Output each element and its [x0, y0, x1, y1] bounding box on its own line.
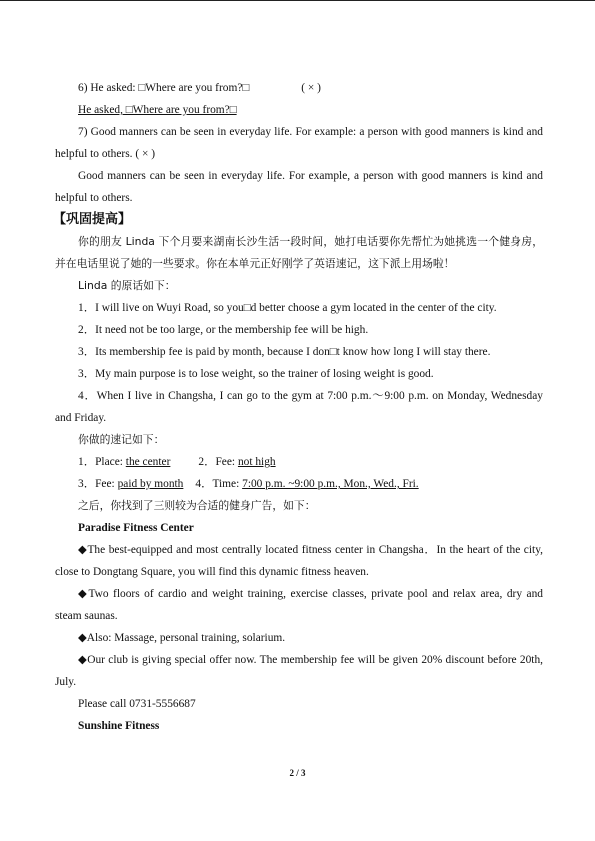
note-4-label: 4．Time:	[195, 478, 240, 490]
ad1-point-2: ◆Two floors of cardio and weight training, exercise classes, private pool and relax area, dry and steam saunas.	[55, 588, 543, 622]
section-title: 【巩固提高】	[53, 212, 132, 227]
linda-label-text: Linda 的原话如下：	[78, 279, 176, 292]
ad1-point-1: ◆The best-equipped and most centrally located fitness center in Changsha．In the heart of the city, close to Dongtang Square, you will find this dynamic fitness heaven.	[55, 544, 543, 578]
note-2-value: not high	[237, 456, 276, 468]
ad1-point-3: ◆Also: Massage, personal training, solarium.	[78, 632, 286, 644]
note-3-value: paid by month	[117, 478, 184, 490]
sentence-7: 7) Good manners can be seen in everyday life. For example: a person with good manners is kind and helpful to others. ( × )	[55, 126, 543, 160]
intro-paragraph: 你的朋友 Linda 下个月要来湖南长沙生活一段时间，她打电话要你先帮忙为她挑选一个健身房，并在电话里说了她的一些要求。你在本单元正好刚学了英语速记，这下派上用场啦！	[55, 235, 543, 270]
note-4-value: 7:00 p.m. ~9:00 p.m., Mon., Wed., Fri.	[242, 478, 419, 490]
linda-item-3: 3．Its membership fee is paid by month, because I don□t know how long I will stay there.	[78, 346, 491, 358]
page-number: 2 / 3	[289, 768, 306, 778]
linda-item-4: 3．My main purpose is to lose weight, so the trainer of losing weight is good.	[78, 368, 434, 380]
note-1-label: 1．Place:	[78, 456, 123, 468]
linda-item-1: 1．I will live on Wuyi Road, so you□d better choose a gym located in the center of the city.	[78, 302, 497, 314]
linda-item-2: 2．It need not be too large, or the membership fee will be high.	[78, 324, 369, 336]
ad1-point-4: ◆Our club is giving special offer now. The membership fee will be given 20% discount before 20th, July.	[55, 654, 543, 688]
linda-label	[55, 275, 543, 297]
sentence-6-text: 6) He asked: □Where are you from?□	[78, 82, 250, 94]
notes-label	[55, 429, 543, 451]
note-3-label: 3．Fee:	[78, 478, 115, 490]
ad1-call: Please call 0731-5556687	[78, 698, 196, 710]
sentence-6-correction	[55, 99, 543, 121]
sentence-6	[55, 77, 543, 99]
note-2-label: 2．Fee:	[198, 456, 236, 468]
ad2-title: Sunshine Fitness	[78, 720, 160, 732]
sentence-7-correction: Good manners can be seen in everyday life. For example, a person with good manners is kind and helpful to others.	[55, 170, 543, 204]
ads-intro	[55, 495, 543, 517]
notes-row-1	[55, 451, 543, 473]
notes-row-2	[55, 473, 543, 495]
note-1-value: the center	[125, 456, 171, 468]
linda-item-5: 4．When I live in Changsha, I can go to the gym at 7:00 p.m.～9:00 p.m. on Monday, Wednesday and Friday.	[55, 390, 543, 424]
document-body	[55, 77, 543, 737]
top-border	[0, 0, 595, 1]
ads-intro-text: 之后，你找到了三则较为合适的健身广告，如下：	[78, 499, 316, 512]
wrong-mark: ( × )	[301, 82, 321, 94]
ad1-title: Paradise Fitness Center	[78, 522, 194, 534]
notes-label-text: 你做的速记如下：	[78, 433, 165, 446]
correction-text: He asked, □Where are you from?□	[78, 104, 237, 116]
